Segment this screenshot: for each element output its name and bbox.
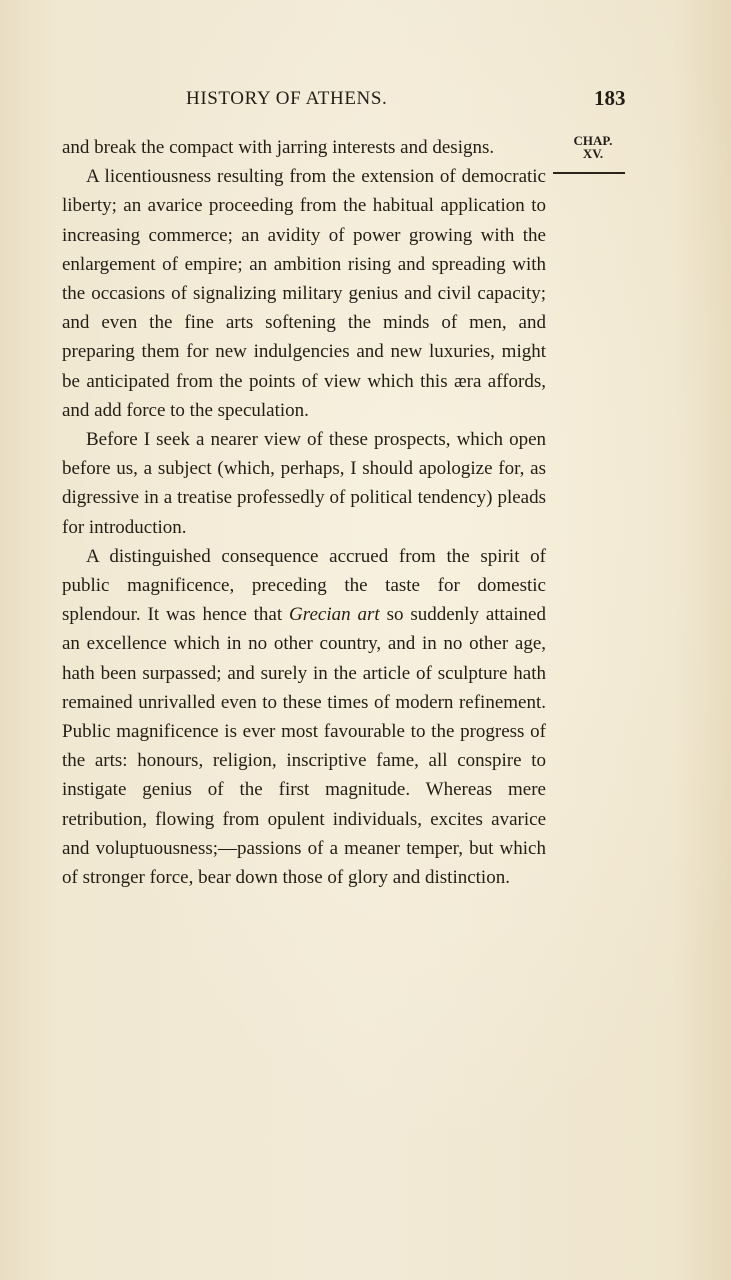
paragraph-magnificence-start: A distinguished consequence accrued from the spirit of public magnificence, preceding the taste for domestic splendour. It was hence that xyxy=(62,545,546,626)
paragraph-magnificence-end: so suddenly attained an excellence which in no other country, and in no other age, hath been surpassed; and surely in the article of sculpture hath remained unrivalled even to these times of modern refinement. Public magnificence is ever most favourable to the progress of the arts: honours, religion, inscriptive fame, all conspire to instigate genius of the first magnitude. Whereas mere retribution, flowing from opulent individuals, excites avarice and voluptuousness;—passions of a meaner temper, but which of stronger force, bear down those of glory and distinction. xyxy=(62,604,546,889)
body-text xyxy=(62,133,546,892)
margin-rule xyxy=(553,172,625,174)
page-number: 183 xyxy=(594,86,626,110)
chapter-number: XV. xyxy=(582,146,604,161)
chapter-label: CHAP. xyxy=(573,133,613,148)
paragraph-licentiousness: A licentiousness resulting from the extension of democratic liberty; an avarice proceeding from the habitual application to increasing commerce; an avidity of power growing with the enlargement of empire; an ambition rising and spreading with the occasions of signalizing military genius and civil capacity; and even the fine arts softening the minds of men, and preparing them for new indulgencies and new luxuries, might be anticipated from the points of view which this æra affords, and add force to the speculation. xyxy=(62,166,546,421)
italic-phrase: Grecian art xyxy=(289,604,380,626)
paragraph-digression: Before I seek a nearer view of these prospects, which open before us, a subject (which, perhaps, I should apologize for, as digressive in a treatise professedly of political tendency) pleads for introduction. xyxy=(62,429,546,538)
paragraph-magnificence xyxy=(62,542,546,892)
paragraph-continuation: and break the compact with jarring interests and designs. xyxy=(62,137,495,158)
running-title: HISTORY OF ATHENS. xyxy=(186,88,388,109)
chapter-margin-note xyxy=(560,134,626,160)
